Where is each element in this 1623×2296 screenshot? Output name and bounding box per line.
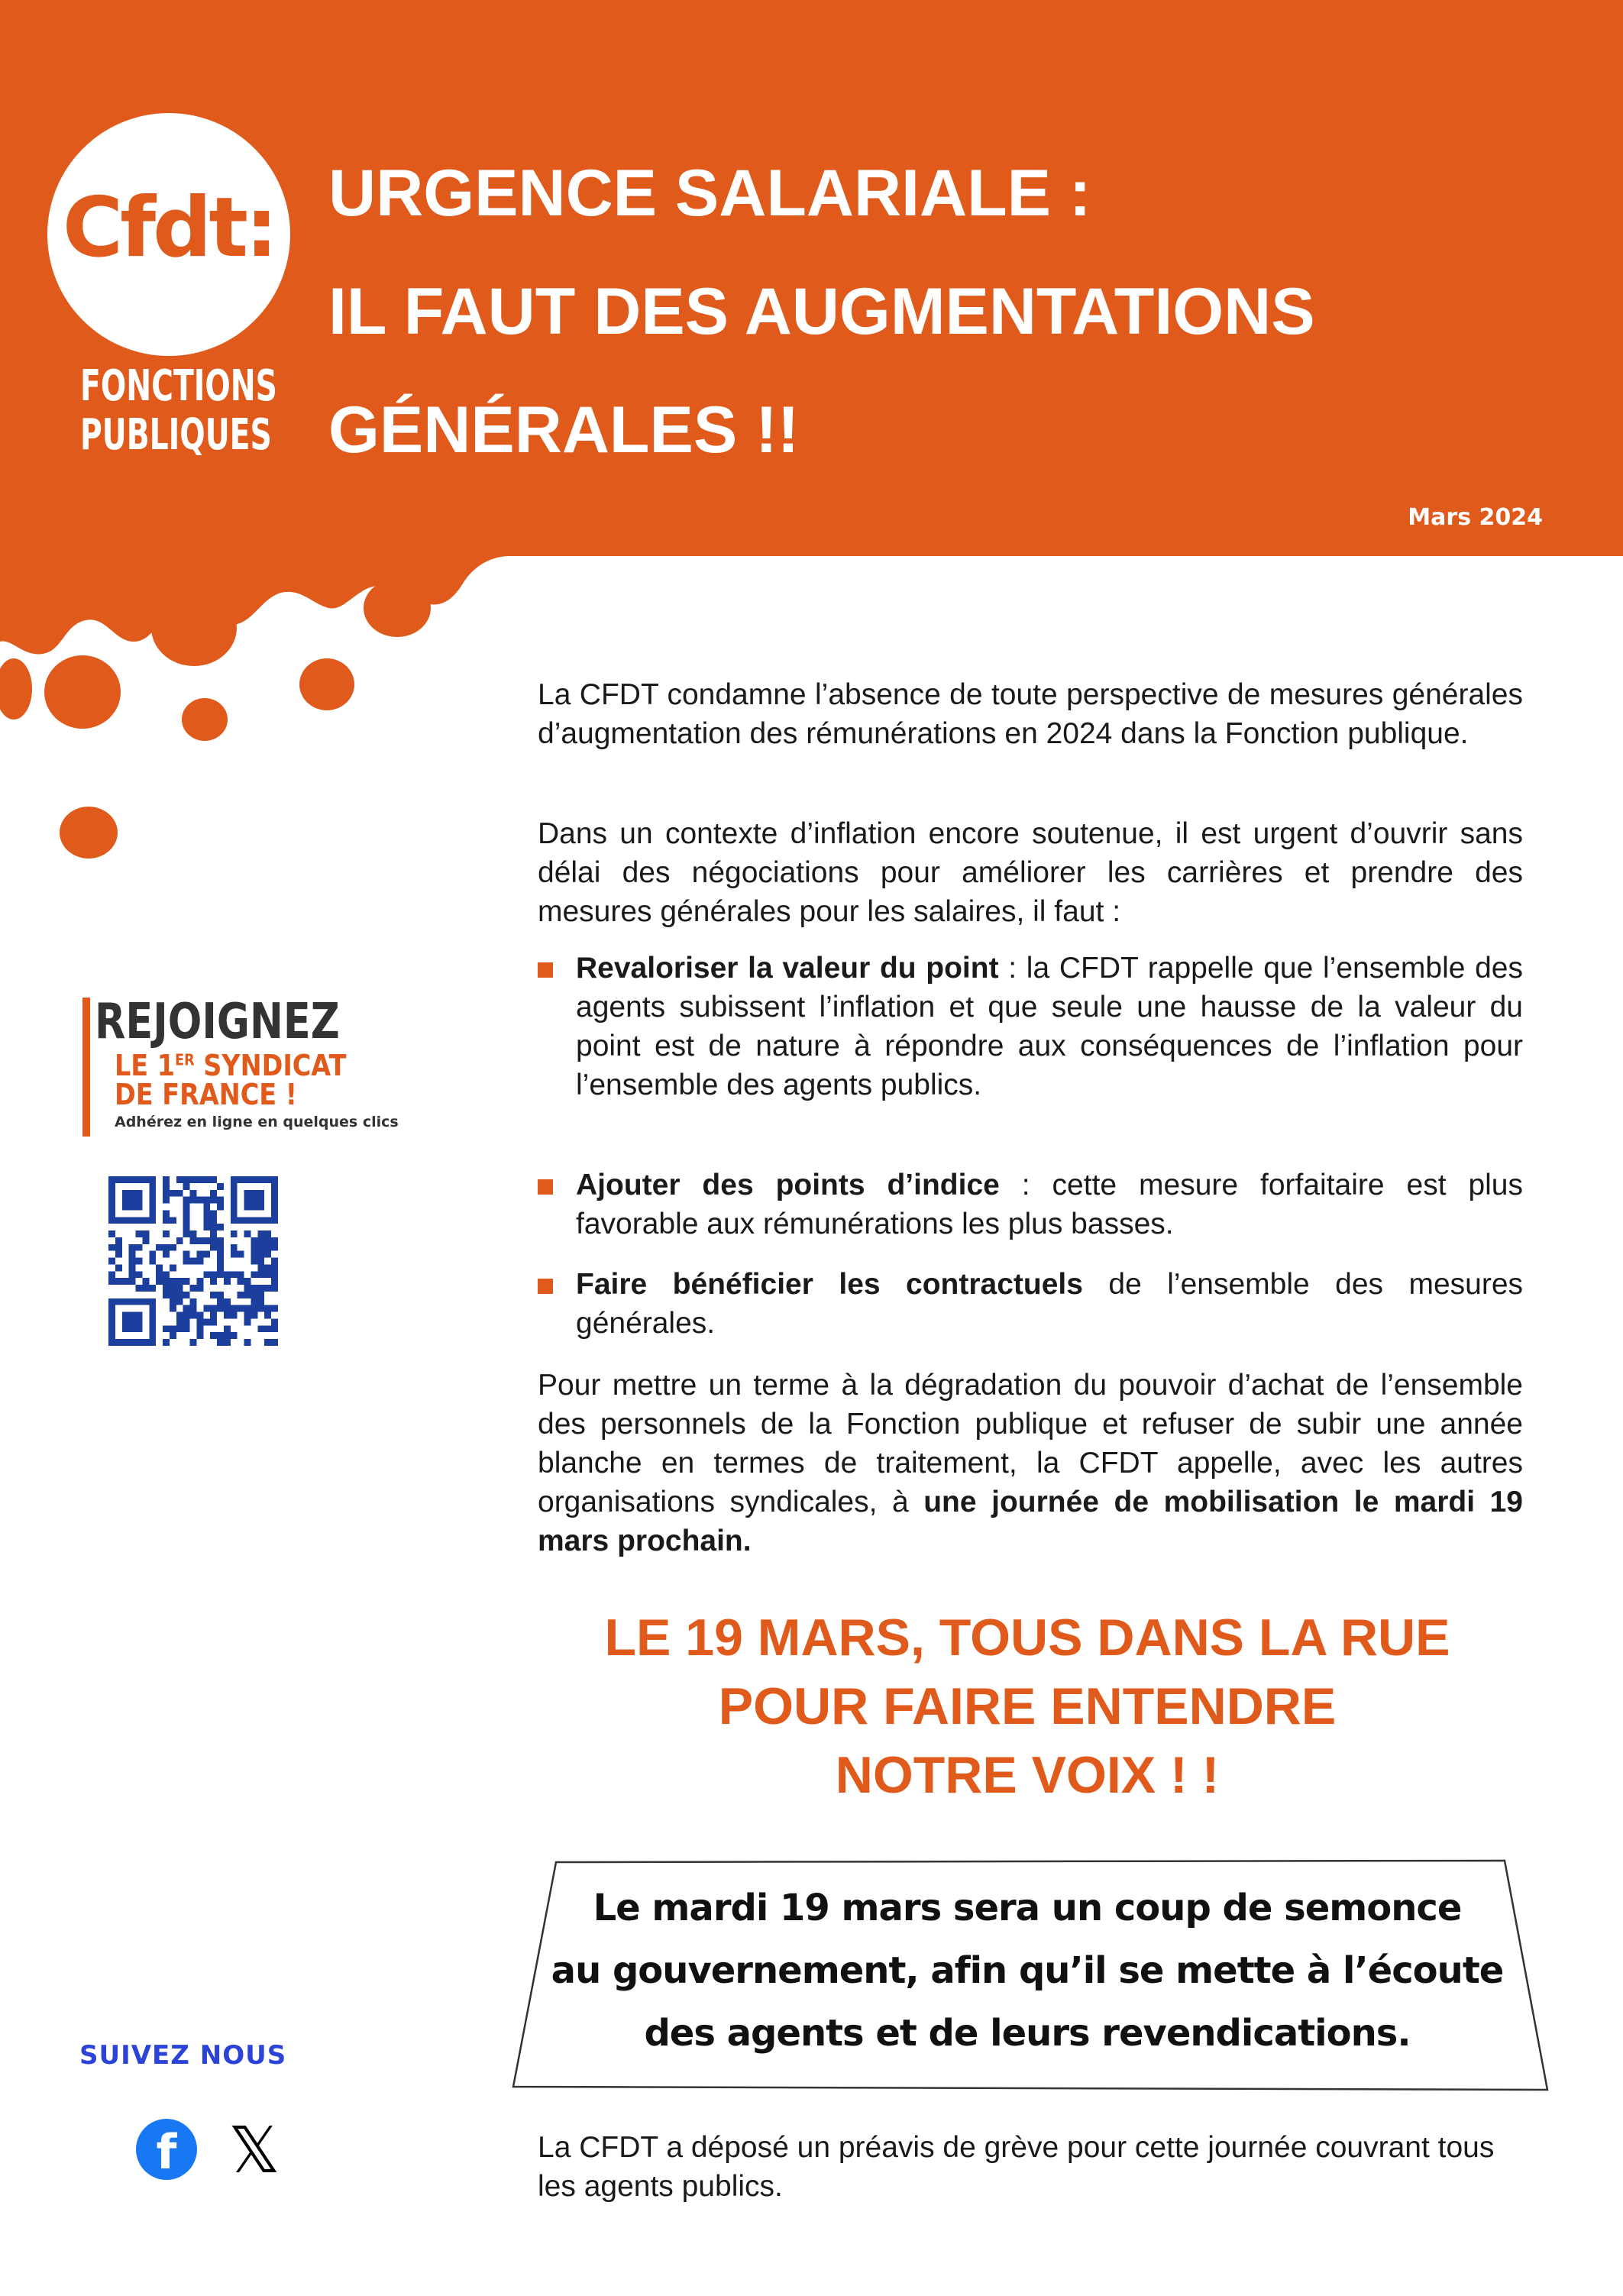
list-item — [538, 1265, 1523, 1343]
list-item — [538, 1166, 1523, 1243]
bullet-body: de l’ensemble des mesures générales. — [576, 1268, 1524, 1340]
promo-line2: DE FRANCE ! — [115, 1078, 297, 1111]
bullet-body: : cette mesure forfaitaire est plus favorable aux rémunérations les plus basses. — [576, 1169, 1523, 1240]
closing-bold: une journée de mobilisation le mardi 19 mars prochain. — [538, 1486, 1523, 1557]
promo-title[interactable]: REJOIGNEZ — [95, 994, 340, 1050]
logo-subtitle-line2: PUBLIQUES — [80, 410, 272, 460]
promo-caption: Adhérez en ligne en quelques clics — [115, 1114, 399, 1130]
callout-line3: des agents et de leurs revendications. — [644, 2012, 1411, 2055]
list-item — [538, 949, 1523, 1104]
x-icon[interactable]: 𝕏 — [228, 2113, 280, 2188]
bullet-heading: Faire bénéficier les contractuels — [576, 1268, 1083, 1301]
logo-subtitle-line1: FONCTIONS — [80, 361, 277, 411]
bullet-square-icon — [538, 962, 553, 978]
closing-text: Pour mettre un terme à la dégradation du pouvoir d’achat de l’ensemble des personnels de la Fonction publique et refuser de subir une année blanche en termes de traitement, la CFDT appelle, avec les autres organisations syndicales, à — [538, 1369, 1523, 1518]
slogan-line3: NOTRE VOIX ! ! — [835, 1746, 1220, 1804]
callout-line2: au gouvernement, afin qu’il se mette à l’écoute — [551, 1949, 1504, 1992]
qr-code[interactable] — [108, 1176, 278, 1346]
closing-paragraph — [538, 1366, 1523, 1560]
promo-line1: LE 1ER SYNDICAT — [115, 1049, 347, 1082]
logo-wordmark: Cfdt: — [62, 180, 276, 276]
promo-accent-bar — [82, 998, 90, 1137]
follow-us-label: SUIVEZ NOUS — [79, 2040, 287, 2071]
bullet-heading: Ajouter des points d’indice — [576, 1169, 1000, 1201]
page-title-line1: URGENCE SALARIALE : — [328, 157, 1091, 230]
bullet-square-icon — [538, 1279, 553, 1294]
page-title-line2: IL FAUT DES AUGMENTATIONS — [328, 275, 1315, 348]
slogan-line1: LE 19 MARS, TOUS DANS LA RUE — [604, 1609, 1450, 1667]
intro-paragraph-2: Dans un contexte d’inflation encore soutenue, il est urgent d’ouvrir sans délai des négociations pour améliorer les carrières et prendre des mesures générales pour les salaires, il faut : — [538, 817, 1523, 928]
callout-line1: Le mardi 19 mars sera un coup de semonce — [593, 1887, 1462, 1929]
bullet-heading: Revaloriser la valeur du point — [576, 952, 999, 985]
facebook-icon[interactable]: f — [136, 2119, 197, 2180]
slogan-line2: POUR FAIRE ENTENDRE — [718, 1677, 1337, 1735]
issue-date: Mars 2024 — [1408, 504, 1543, 531]
bullet-body: : la CFDT rappelle que l’ensemble des agents subissent l’inflation et que seule une hausse de la valeur du point est de nature à répondre aux conséquences de l’inflation pour l’ensemble des agents publics. — [576, 952, 1523, 1101]
footer-note: La CFDT a déposé un préavis de grève pour cette journée couvrant tous les agents publics. — [538, 2131, 1495, 2203]
intro-paragraph-1: La CFDT condamne l’absence de toute perspective de mesures générales d’augmentation des rémunérations en 2024 dans la Fonction publique. — [538, 678, 1523, 750]
bullet-square-icon — [538, 1179, 553, 1195]
page-title-line3: GÉNÉRALES !! — [328, 393, 800, 467]
